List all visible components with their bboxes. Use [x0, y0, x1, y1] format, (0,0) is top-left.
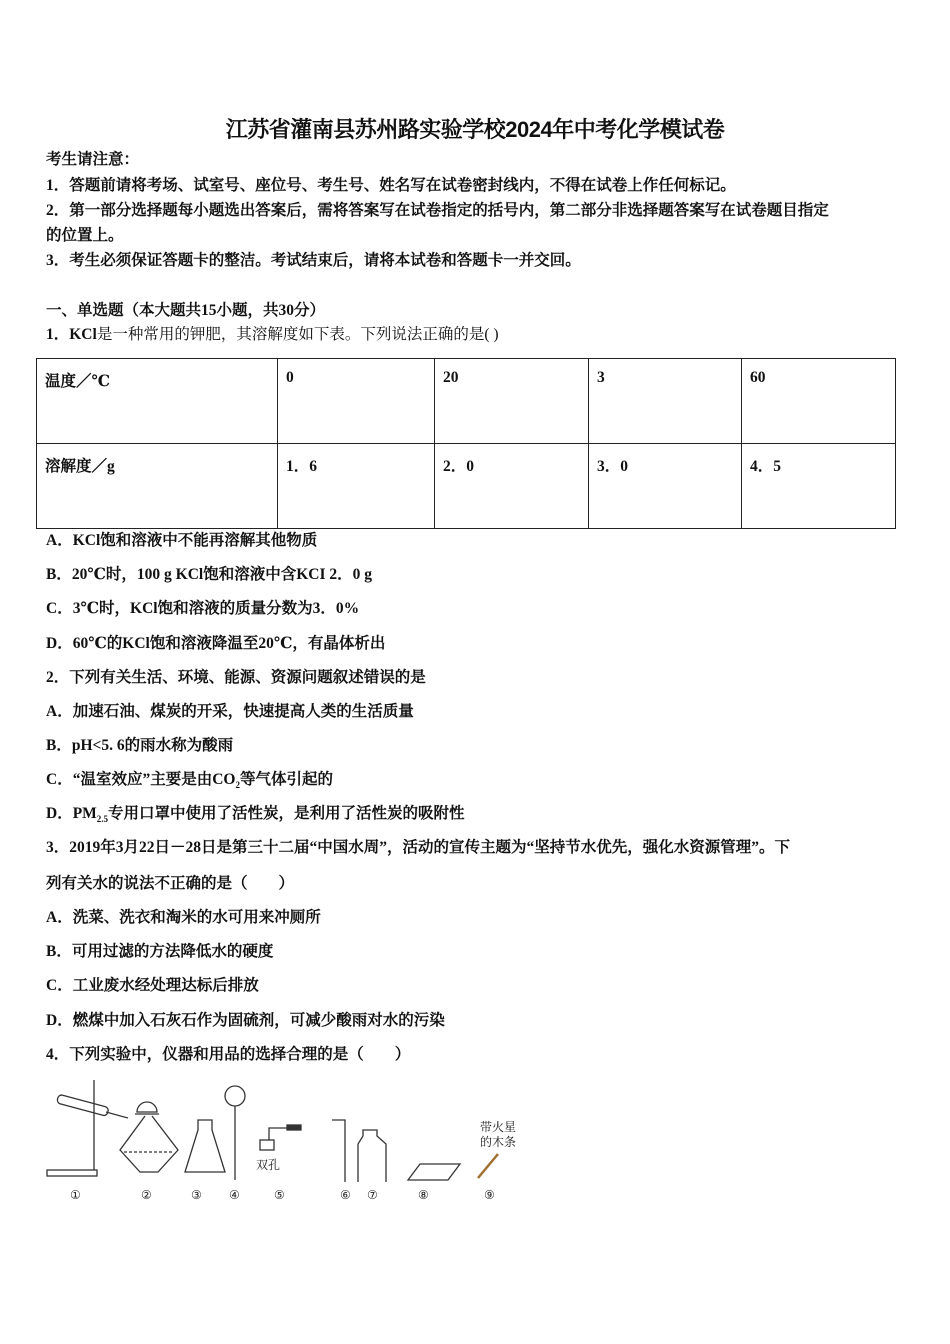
- q2-option-d: [46, 804, 465, 829]
- notice-item: 1．答题前请将考场、试室号、座位号、考生号、姓名写在试卷密封线内，不得在试卷上作任何标记。: [46, 177, 736, 194]
- q3-option-b: B．可用过滤的方法降低水的硬度: [46, 943, 274, 960]
- question-2-stem: 2．下列有关生活、环境、能源、资源问题叙述错误的是: [46, 669, 426, 686]
- funnel-icon: [225, 1086, 245, 1180]
- option-text: C．“温室效应”主要是由CO: [46, 771, 236, 788]
- figure-label: ⑤: [274, 1188, 285, 1202]
- question-1-stem: [46, 325, 499, 345]
- stopper-label: 双孔: [256, 1158, 281, 1172]
- section-heading: 一、单选题（本大题共15小题，共30分）: [46, 302, 326, 319]
- notice-item: 3．考生必须保证答题卡的整洁。考试结束后，请将本试卷和答题卡一并交回。: [46, 252, 581, 269]
- q1-option-a: A．KCl饱和溶液中不能再溶解其他物质: [46, 532, 318, 549]
- notice-heading: 考生请注意：: [46, 151, 140, 168]
- q1-number: 1．KCl: [46, 326, 97, 343]
- figure-label: ③: [191, 1188, 202, 1202]
- table-row: [37, 444, 896, 529]
- apparatus-figure: [40, 1072, 520, 1207]
- stopper-icon: [260, 1125, 301, 1150]
- table-cell: 1．6: [278, 444, 435, 529]
- subscript: 2.5: [96, 814, 109, 825]
- table-cell: 60: [742, 359, 896, 444]
- q1-option-b: B．20℃时，100 g KCl饱和溶液中含KCI 2．0 g: [46, 566, 373, 583]
- glass-plate-icon: [408, 1164, 460, 1180]
- q1-option-d: D．60℃的KCl饱和溶液降温至20℃，有晶体析出: [46, 635, 386, 652]
- table-cell: 3．0: [589, 444, 742, 529]
- gas-bottle-icon: [358, 1130, 386, 1182]
- alcohol-burner-icon: [120, 1102, 178, 1172]
- table-cell: 2．0: [435, 444, 589, 529]
- figure-label: ⑥: [340, 1188, 351, 1202]
- notice-item: 的位置上。: [46, 227, 124, 244]
- figure-label: ⑧: [418, 1188, 429, 1202]
- conical-flask-icon: [185, 1120, 225, 1172]
- notice-item: 2．第一部分选择题每小题选出答案后，需将答案写在试卷指定的括号内，第二部分非选择题答案写在试卷题目指定: [46, 202, 829, 219]
- option-text: 专用口罩中使用了活性炭，是利用了活性炭的吸附性: [108, 805, 465, 822]
- q3-option-d: D．燃煤中加入石灰石作为固硫剂，可减少酸雨对水的污染: [46, 1012, 445, 1029]
- q2-option-b: B．pH<5. 6的雨水称为酸雨: [46, 737, 234, 754]
- solubility-table: [36, 358, 896, 529]
- figure-label: ⑦: [367, 1188, 378, 1202]
- q2-option-c: [46, 770, 333, 795]
- table-row: [37, 359, 896, 444]
- figure-label: ④: [229, 1188, 240, 1202]
- table-cell: 4．5: [742, 444, 896, 529]
- q3-option-a: A．洗菜、洗衣和淘米的水可用来冲厕所: [46, 909, 321, 926]
- glass-tube-icon: [332, 1120, 345, 1182]
- q3-option-c: C．工业废水经处理达标后排放: [46, 977, 259, 994]
- question-3-stem: 3．2019年3月22日－28日是第三十二届“中国水周”，活动的宣传主题为“坚持节水优先，强化水资源管理”。下: [46, 839, 791, 856]
- figure-label: ①: [70, 1188, 81, 1202]
- splint-label: 的木条: [480, 1135, 517, 1149]
- figure-label: ②: [141, 1188, 152, 1202]
- option-text: D．PM: [46, 805, 97, 822]
- iron-stand-icon: [47, 1080, 128, 1176]
- question-4-stem: 4．下列实验中，仪器和用品的选择合理的是（ ）: [46, 1046, 411, 1063]
- table-cell: 溶解度／g: [37, 444, 278, 529]
- subscript: 2: [235, 780, 240, 791]
- q1-option-c: C．3℃时，KCl饱和溶液的质量分数为3．0%: [46, 600, 360, 617]
- table-cell: 20: [435, 359, 589, 444]
- figure-label: ⑨: [484, 1188, 495, 1202]
- table-cell: 3: [589, 359, 742, 444]
- q1-text: 是一种常用的钾肥，其溶解度如下表。下列说法正确的是( ): [96, 326, 499, 343]
- wooden-splint-icon: [478, 1154, 498, 1178]
- table-cell: 0: [278, 359, 435, 444]
- page-title: 江苏省灌南县苏州路实验学校2024年中考化学模试卷: [225, 117, 725, 142]
- option-text: 等气体引起的: [239, 771, 333, 788]
- q2-option-a: A．加速石油、煤炭的开采，快速提高人类的生活质量: [46, 703, 414, 720]
- splint-label: 带火星: [480, 1120, 517, 1134]
- table-cell: 温度／℃: [37, 359, 278, 444]
- question-3-stem-cont: 列有关水的说法不正确的是（ ）: [46, 875, 295, 892]
